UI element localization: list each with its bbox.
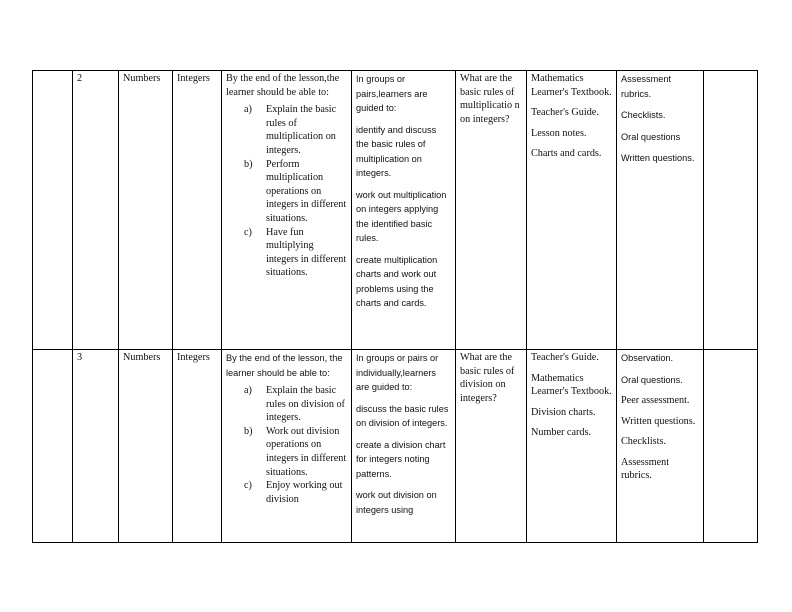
- experience-text: work out division on integers using: [356, 490, 437, 515]
- outcome-item: b) Work out division operations on integers in different situations.: [244, 425, 347, 478]
- strand-cell: Numbers: [119, 71, 173, 350]
- resource-item: Mathematics Learner's Textbook.: [531, 372, 612, 398]
- learning-experiences-cell: [352, 71, 456, 350]
- outcomes-list: [226, 384, 347, 506]
- resource-item: Charts and cards.: [531, 148, 602, 160]
- assessment-cell: [617, 71, 704, 350]
- week-cell: [33, 71, 73, 350]
- remarks-cell: [704, 71, 758, 350]
- resources-cell: [527, 350, 617, 543]
- outcome-item: c) Have fun multiplying integers in different situations.: [244, 226, 347, 279]
- scheme-of-work-table: [32, 70, 758, 543]
- assessment-item: Peer assessment.: [621, 395, 690, 406]
- key-inquiry-cell: What are the basic rules of division on integers?: [456, 350, 527, 543]
- experience-text: identify and discuss the basic rules of multiplication on integers.: [356, 124, 437, 178]
- assessment-item: Observation.: [621, 353, 674, 363]
- learning-experiences-cell: [352, 350, 456, 543]
- strand-cell: Numbers: [119, 350, 173, 543]
- assessment-item: Oral questions: [621, 131, 681, 142]
- learning-outcomes-cell: [222, 350, 352, 543]
- experience-text: create multiplication charts and work out problems using the charts and cards.: [356, 254, 438, 308]
- week-cell: [33, 350, 73, 543]
- table-row: [33, 350, 758, 543]
- assessment-cell: [617, 350, 704, 543]
- outcome-item: c) Enjoy working out division: [244, 480, 343, 505]
- assessment-item: Assessment rubrics.: [621, 74, 672, 99]
- resource-item: Teacher's Guide.: [531, 107, 599, 119]
- experience-text: discuss the basic rules on division of integers.: [356, 403, 449, 428]
- experience-text: In groups or pairs or individually,learners are guided to:: [356, 353, 439, 392]
- lesson-cell: 3: [73, 350, 119, 543]
- experience-text: work out multiplication on integers applying the identified basic rules.: [356, 189, 447, 243]
- lesson-cell: 2: [73, 71, 119, 350]
- sub-strand-cell: Integers: [173, 350, 222, 543]
- sub-strand-cell: Integers: [173, 71, 222, 350]
- outcomes-intro: By the end of the lesson, the learner should be able to:: [226, 353, 343, 378]
- resource-item: Division charts.: [531, 406, 596, 418]
- outcomes-intro: By the end of the lesson,the learner should be able to:: [226, 73, 340, 98]
- resource-item: Mathematics Learner's Textbook.: [531, 73, 612, 98]
- resource-item: Teacher's Guide.: [531, 352, 599, 363]
- assessment-item: Written questions.: [621, 415, 696, 427]
- assessment-item: Written questions.: [621, 153, 695, 163]
- outcomes-list: [226, 103, 347, 280]
- remarks-cell: [704, 350, 758, 543]
- outcome-item: b) Perform multiplication operations on integers in different situations.: [244, 158, 347, 224]
- outcome-item: a) Explain the basic rules on division of integers.: [244, 385, 345, 424]
- table-row: [33, 71, 758, 350]
- learning-outcomes-cell: [222, 71, 352, 350]
- experience-text: create a division chart for integers noting patterns.: [356, 439, 446, 479]
- assessment-item: Checklists.: [621, 436, 666, 448]
- resource-item: Number cards.: [531, 427, 591, 439]
- experience-text: In groups or pairs,learners are guided to:: [356, 74, 428, 113]
- resources-cell: [527, 71, 617, 350]
- key-inquiry-cell: What are the basic rules of multiplicatio n on integers?: [456, 71, 527, 350]
- resource-item: Lesson notes.: [531, 127, 587, 139]
- assessment-item: Checklists.: [621, 110, 666, 120]
- outcome-item: a) Explain the basic rules of multiplication on integers.: [244, 104, 337, 156]
- assessment-item: Oral questions.: [621, 374, 683, 385]
- assessment-item: Assessment rubrics.: [621, 456, 670, 482]
